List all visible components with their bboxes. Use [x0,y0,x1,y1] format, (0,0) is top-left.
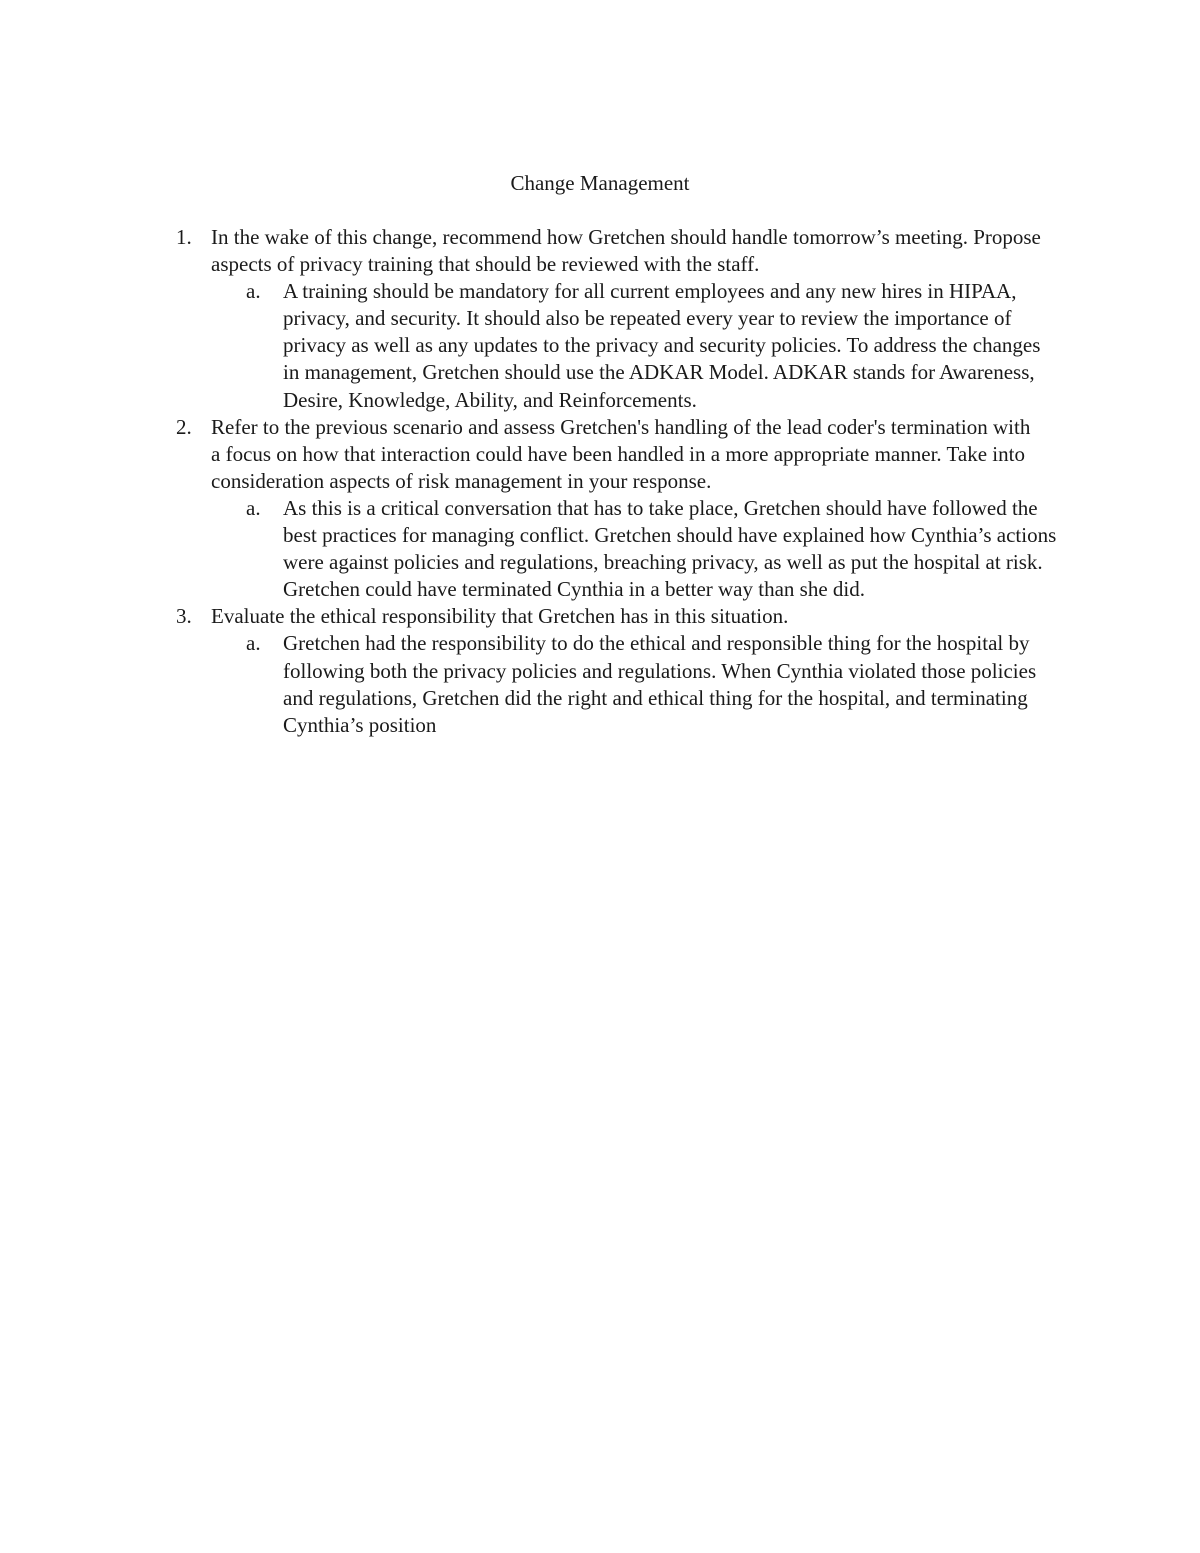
answer-letter: a. [246,631,261,656]
question-text: Evaluate the ethical responsibility that Gretchen has in this situation. [211,604,789,629]
page-title: Change Management [510,171,690,195]
question-item-2 [0,414,1200,604]
question-text: Refer to the previous scenario and assess Gretchen's handling of the lead coder's termination with a focus on how that interaction could have been handled in a more appropriate manner. Take into consideration aspects of risk management in your response. [211,414,1031,493]
answer-text: As this is a critical conversation that has to take place, Gretchen should have followed the best practices for managing conflict. Gretchen should have explained how Cynthia’s actions were against policies and regulations, breaching privacy, as well as put the hospital at risk. Gretchen could have terminated Cynthia in a better way than she did. [283,495,1057,602]
answer-letter: a. [246,495,261,520]
answer-list [0,630,1200,738]
question-item-1 [0,224,1200,414]
question-number: 2. [176,414,192,439]
question-number: 1. [176,225,192,249]
answer-item [0,278,1200,413]
question-item-3 [0,603,1200,738]
answer-item [0,495,1200,603]
question-number: 3. [176,604,192,629]
question-list [0,224,1200,739]
answer-list [0,495,1200,603]
answer-text: Gretchen had the responsibility to do the ethical and responsible thing for the hospital by following both the privacy policies and regulations. When Cynthia violated those policies and regulations, Gretchen did the right and ethical thing for the hospital, and terminating Cynthia’s position [283,631,1037,737]
question-text: In the wake of this change, recommend how Gretchen should handle tomorrow’s meeting. Propose aspects of privacy training that should be reviewed with the staff. [211,225,1041,277]
answer-list [0,278,1200,413]
answer-letter: a. [246,279,261,304]
answer-item [0,630,1200,738]
answer-text: A training should be mandatory for all current employees and any new hires in HIPAA, privacy, and security. It should also be repeated every year to review the importance of privacy as well as any updates to the privacy and security policies. To address the changes in management, Gretchen should use the ADKAR Model. ADKAR stands for Awareness, Desire, Knowledge, Ability, and Reinforcements. [283,279,1041,412]
